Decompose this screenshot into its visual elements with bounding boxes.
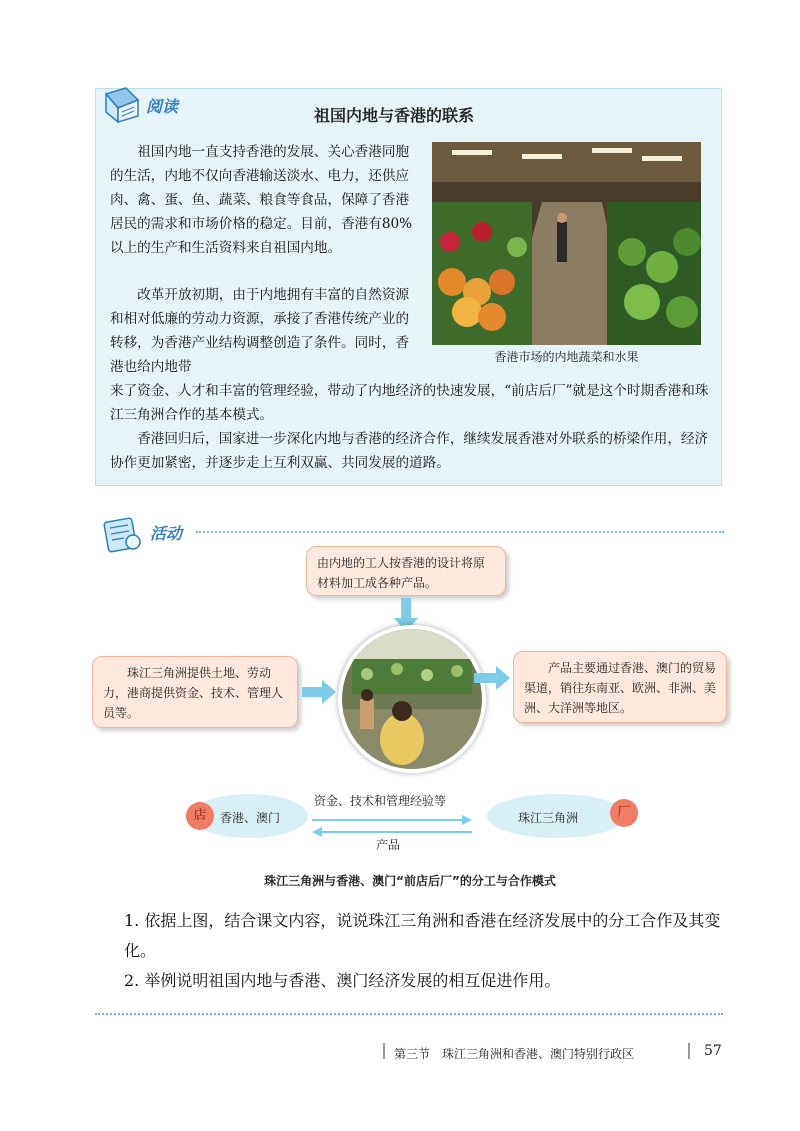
reading-tag: 阅读: [146, 97, 179, 116]
activity-tag: 活动: [150, 524, 183, 543]
footer-separator: [383, 1043, 385, 1059]
figure-caption: 珠江三角洲与香港、澳门“前店后厂”的分工与合作模式: [264, 874, 556, 888]
photo-caption: 香港市场的内地蔬菜和水果: [494, 350, 639, 364]
market-photo: [432, 142, 701, 345]
page-number: 57: [704, 1043, 722, 1059]
reading-paragraph-2: 改革开放初期，由于内地拥有丰富的自然资源和相对低廉的劳动力资源，承接了香港传统产业的转移，为香港产业结构调整创造了条件。同时，香港也给内地带: [110, 287, 410, 375]
product-flow-label: 产品: [376, 838, 401, 852]
footer-separator: [688, 1043, 690, 1059]
process-box-left: 珠江三角洲提供土地、劳动力，港商提供资金、技术、管理人员等。: [92, 656, 298, 728]
reading-paragraph-1: 祖国内地一直支持香港的发展、关心香港同胞的生活，内地不仅向香港输送淡水、电力，还供应肉、禽、蛋、鱼、蔬菜、粮食等食品，保障了香港居民的需求和市场价格的稳定。目前，香港有80%以上的生产和生活资料来自祖国内地。: [110, 144, 413, 256]
process-box-top: 由内地的工人按香港的设计将原材料加工成各种产品。: [306, 546, 506, 596]
reading-paragraph-3: 香港回归后，国家进一步深化内地与香港的经济合作，继续发展香港对外联系的桥梁作用，经济协作更加紧密，并逐步走上互利双赢、共同发展的道路。: [110, 431, 709, 471]
section-title: 第三节 珠江三角洲和香港、澳门特别行政区: [394, 1047, 635, 1061]
question-2: 2. 举例说明祖国内地与香港、澳门经济发展的相互促进作用。: [124, 971, 561, 990]
store-badge: 店: [186, 802, 214, 830]
book-icon: [100, 82, 144, 126]
factory-photo: [338, 625, 486, 773]
notepad-icon: [100, 514, 144, 554]
reading-paragraph-2-cont: 来了资金、人才和丰富的管理经验，带动了内地经济的快速发展，“前店后厂”就是这个时期香港和珠江三角洲合作的基本模式。: [110, 383, 709, 423]
bottom-divider: [95, 1013, 723, 1015]
pearl-river-delta-label: 珠江三角洲: [518, 811, 579, 825]
arrow-right-icon: [302, 680, 336, 708]
question-1: 1. 依据上图，结合课文内容，说说珠江三角洲和香港在经济发展中的分工合作及其变化。: [124, 911, 721, 960]
reading-title: 祖国内地与香港的联系: [314, 106, 475, 125]
arrow-right-icon: [474, 666, 510, 694]
hong-kong-macao-label: 香港、澳门: [220, 811, 281, 825]
factory-badge: 厂: [610, 799, 638, 827]
capital-flow-label: 资金、技术和管理经验等: [314, 794, 447, 808]
process-box-right: 产品主要通过香港、澳门的贸易渠道，销往东南亚、欧洲、非洲、美洲、大洋洲等地区。: [513, 651, 727, 723]
activity-divider: [196, 531, 724, 533]
